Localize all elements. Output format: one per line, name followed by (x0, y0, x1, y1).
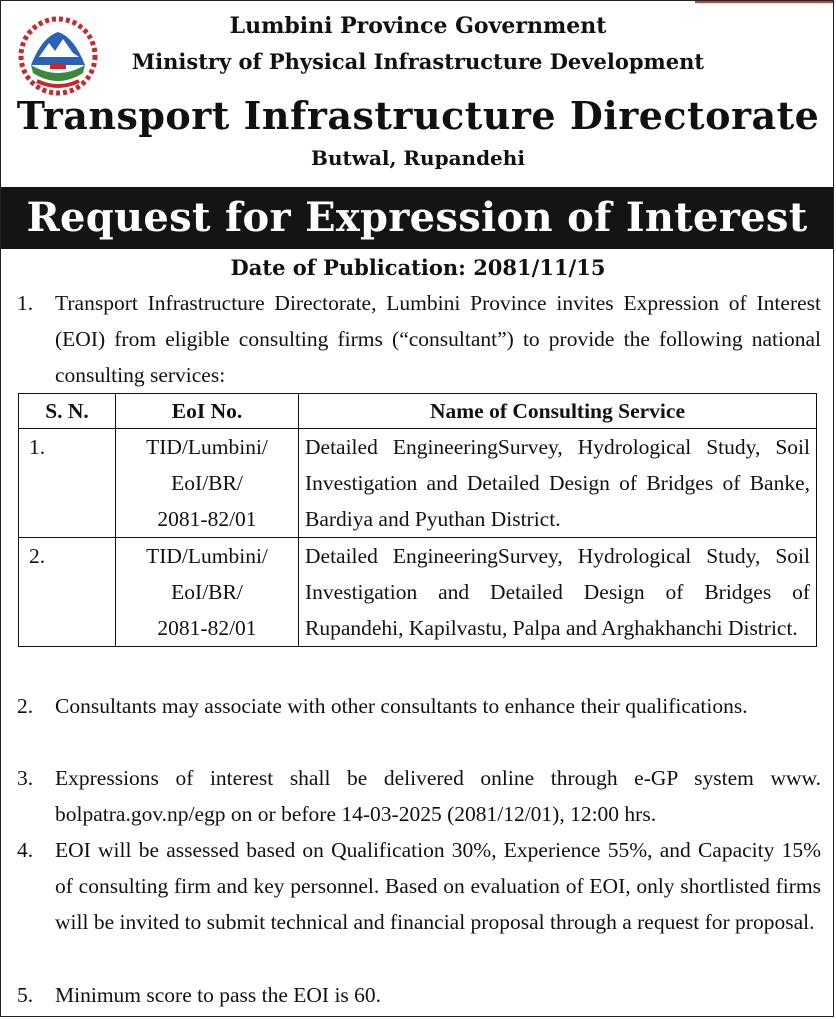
cell-eoi-no (116, 429, 299, 538)
clause-3 (17, 760, 821, 832)
eoi-no-line: EoI/BR/ (171, 580, 243, 604)
column-header-eoi-no: EoI No. (116, 394, 299, 429)
notice-title-banner: Request for Expression of Interest (1, 187, 833, 249)
column-header-sn: S. N. (19, 394, 116, 429)
top-accent-line (695, 1, 833, 3)
table-header-row (19, 394, 817, 429)
table-row (19, 429, 817, 538)
column-header-service-name: Name of Consulting Service (299, 394, 817, 429)
eoi-no-line: TID/Lumbini/ (146, 544, 268, 568)
consulting-services-table (18, 393, 817, 647)
clause-text: Expressions of interest shall be delivered online through e-GP system www. bolpatra.gov.np/egp on or before 14-03-2025 (2081/12/01), 12:00 hrs. (55, 766, 821, 826)
cell-sn: 1. (19, 429, 116, 538)
cell-service-name: Detailed EngineeringSurvey, Hydrological Study, Soil Investigation and Detailed Design of Bridges of Banke, Bardiya and Pyuthan District. (299, 429, 817, 538)
publication-date: Date of Publication: 2081/11/15 (230, 255, 606, 280)
clause-number: 5. (17, 983, 34, 1007)
eoi-no-line: 2081-82/01 (157, 507, 257, 531)
government-name: Lumbini Province Government (229, 13, 607, 39)
clause-text: Consultants may associate with other consultants to enhance their qualifications. (55, 694, 748, 718)
eoi-no-line: EoI/BR/ (171, 471, 243, 495)
clause-number: 3. (17, 766, 34, 790)
clause-4 (17, 832, 821, 940)
cell-sn: 2. (19, 538, 116, 647)
ministry-name: Ministry of Physical Infrastructure Development (131, 49, 705, 74)
clause-1 (17, 285, 821, 393)
clause-number: 4. (17, 838, 34, 862)
cell-eoi-no (116, 538, 299, 647)
eoi-no-line: TID/Lumbini/ (146, 435, 268, 459)
clause-text: Transport Infrastructure Directorate, Lumbini Province invites Expression of Interest (EOI) from eligible consulting firms (“consultant”) to provide the following national consulting services: (55, 291, 821, 387)
office-location: Butwal, Rupandehi (311, 146, 525, 170)
clause-number: 1. (17, 291, 34, 315)
clause-text: Minimum score to pass the EOI is 60. (55, 983, 382, 1007)
directorate-title: Transport Infrastructure Directorate (16, 93, 820, 138)
clause-2 (17, 688, 821, 724)
clause-number: 2. (17, 694, 34, 718)
eoi-no-line: 2081-82/01 (157, 616, 257, 640)
clause-text: EOI will be assessed based on Qualification 30%, Experience 55%, and Capacity 15% of consulting firm and key personnel. Based on evaluation of EOI, only shortlisted firms will be invited to submit technical and financial proposal through a request for proposal. (55, 838, 821, 934)
clause-5 (17, 977, 821, 1013)
table-row (19, 538, 817, 647)
cell-service-name: Detailed EngineeringSurvey, Hydrological Study, Soil Investigation and Detailed Design of Bridges of Rupandehi, Kapilvastu, Palpa and Arghakhanchi District. (299, 538, 817, 647)
